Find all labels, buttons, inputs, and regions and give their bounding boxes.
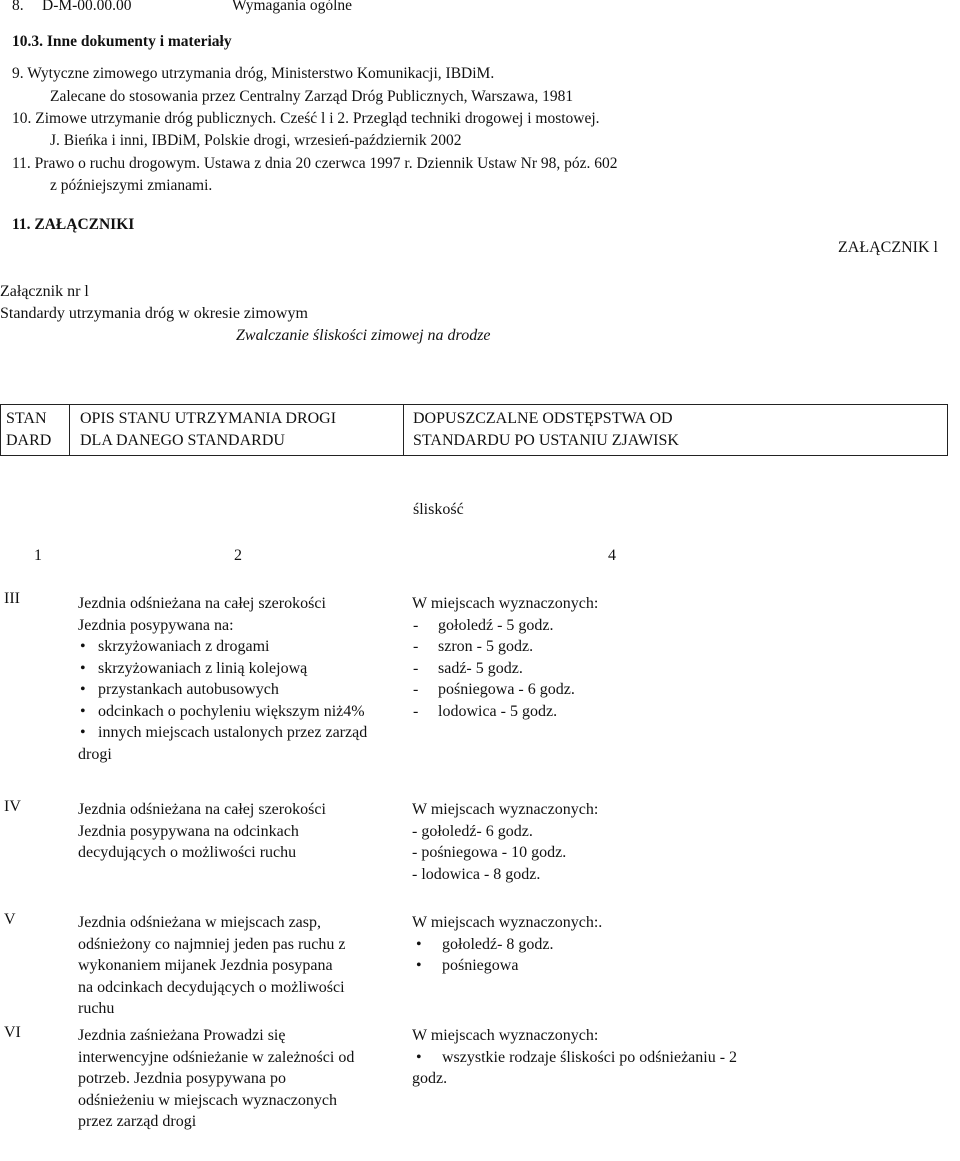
list-item: • skrzyżowaniach z linią kolejową bbox=[78, 658, 367, 680]
section-heading-11: 11. ZAŁĄCZNIKI bbox=[12, 216, 135, 233]
column-number-4: 4 bbox=[608, 547, 616, 564]
list-item: • pośniegowa bbox=[412, 955, 602, 977]
description-iv: Jezdnia odśnieżana na całej szerokości Jezdnia posypywana na odcinkach decydujących o możliwości ruchu bbox=[78, 801, 326, 861]
list-item: - pośniegowa - 6 godz. bbox=[412, 679, 598, 701]
header-description: OPIS STANU UTRZYMANIA DROGI DLA DANEGO STANDARDU bbox=[80, 410, 337, 449]
reference-line: 11. Prawo o ruchu drogowym. Ustawa z dnia 20 czerwca 1997 r. Dziennik Ustaw Nr 98, póz. 602 bbox=[12, 155, 618, 172]
standard-vi: VI bbox=[4, 1024, 21, 1041]
header-title: Wymagania ogólne bbox=[232, 0, 353, 14]
table-header-divider bbox=[0, 455, 948, 456]
standards-title: Standardy utrzymania dróg w okresie zimowym bbox=[0, 305, 308, 322]
page-number: 8. bbox=[12, 0, 24, 14]
header-sliskosc: śliskość bbox=[413, 501, 464, 518]
section-heading-10-3: 10.3. Inne dokumenty i materiały bbox=[12, 33, 232, 50]
reference-line: 9. Wytyczne zimowego utrzymania dróg, Ministerstwo Komunikacji, IBDiM. bbox=[12, 65, 495, 82]
list-item: • innych miejscach ustalonych przez zarząd bbox=[78, 722, 367, 744]
list-item: • odcinkach o pochyleniu większym niż4% bbox=[78, 701, 367, 723]
deviations-iii: W miejscach wyznaczonych: - gołoledź - 5 godz. - szron - 5 godz. - sadź- 5 godz. - pośniegowa - 6 godz. - lodowica - 5 godz. bbox=[412, 593, 598, 722]
zalacznik-label: ZAŁĄCZNIK l bbox=[838, 239, 938, 256]
table-col-divider bbox=[403, 404, 404, 456]
reference-line: z późniejszymi zmianami. bbox=[50, 177, 213, 194]
reference-line: 10. Zimowe utrzymanie dróg publicznych. Cześć l i 2. Przegląd techniki drogowej i mostowej. bbox=[12, 110, 600, 127]
header-standard: STAN DARD bbox=[6, 410, 52, 449]
zalacznik-number: Załącznik nr l bbox=[0, 283, 89, 300]
document-code: D-M-00.00.00 bbox=[42, 0, 132, 14]
list-item: - lodowica - 5 godz. bbox=[412, 701, 598, 723]
description-v: Jezdnia odśnieżana w miejscach zasp, odśnieżony co najmniej jeden pas ruchu z wykonaniem mijanek Jezdnia posypana na odcinkach decydujących o możliwości ruchu bbox=[78, 914, 346, 1017]
deviations-v: W miejscach wyznaczonych:. • gołoledź- 8 godz. • pośniegowa bbox=[412, 912, 602, 977]
standard-iii: III bbox=[4, 590, 20, 607]
table-border-top bbox=[0, 404, 948, 405]
list-item: • gołoledź- 8 godz. bbox=[412, 934, 602, 956]
list-item: • skrzyżowaniach z drogami bbox=[78, 636, 367, 658]
standards-subtitle: Zwalczanie śliskości zimowej na drodze bbox=[236, 327, 491, 344]
list-item: - gołoledź - 5 godz. bbox=[412, 615, 598, 637]
table-col-divider bbox=[69, 404, 70, 456]
reference-line: J. Bieńka i inni, IBDiM, Polskie drogi, wrzesień-październik 2002 bbox=[50, 132, 462, 149]
header-deviations: DOPUSZCZALNE ODSTĘPSTWA OD STANDARDU PO USTANIU ZJAWISK bbox=[413, 410, 679, 449]
table-border-left bbox=[0, 404, 1, 456]
description-iii: Jezdnia odśnieżana na całej szerokości Jezdnia posypywana na: • skrzyżowaniach z drogami • skrzyżowaniach z linią kolejową • przystankach autobusowych • odcinkach o pochyleniu większym niż4% • innych miejscach ustalonych przez zarząd drogi bbox=[78, 593, 367, 765]
deviations-vi: W miejscach wyznaczonych: • wszystkie rodzaje śliskości po odśnieżaniu - 2 godz. bbox=[412, 1025, 737, 1090]
standard-v: V bbox=[4, 911, 16, 928]
reference-line: Zalecane do stosowania przez Centralny Zarząd Dróg Publicznych, Warszawa, 1981 bbox=[50, 88, 574, 105]
list-item: • wszystkie rodzaje śliskości po odśnieżaniu - 2 bbox=[412, 1047, 737, 1069]
standard-iv: IV bbox=[4, 798, 21, 815]
deviations-iv: W miejscach wyznaczonych: - gołoledź- 6 godz. - pośniegowa - 10 godz. - lodowica - 8 godz. bbox=[412, 801, 599, 883]
table-border-right bbox=[947, 404, 948, 456]
list-item: - sadź- 5 godz. bbox=[412, 658, 598, 680]
list-item: • przystankach autobusowych bbox=[78, 679, 367, 701]
column-number-1: 1 bbox=[34, 547, 42, 564]
description-vi: Jezdnia zaśnieżana Prowadzi się interwencyjne odśnieżanie w zależności od potrzeb. Jezdnia posypywana po odśnieżeniu w miejscach wyznaczonych przez zarząd drogi bbox=[78, 1027, 355, 1130]
list-item: - szron - 5 godz. bbox=[412, 636, 598, 658]
column-number-2: 2 bbox=[234, 547, 242, 564]
